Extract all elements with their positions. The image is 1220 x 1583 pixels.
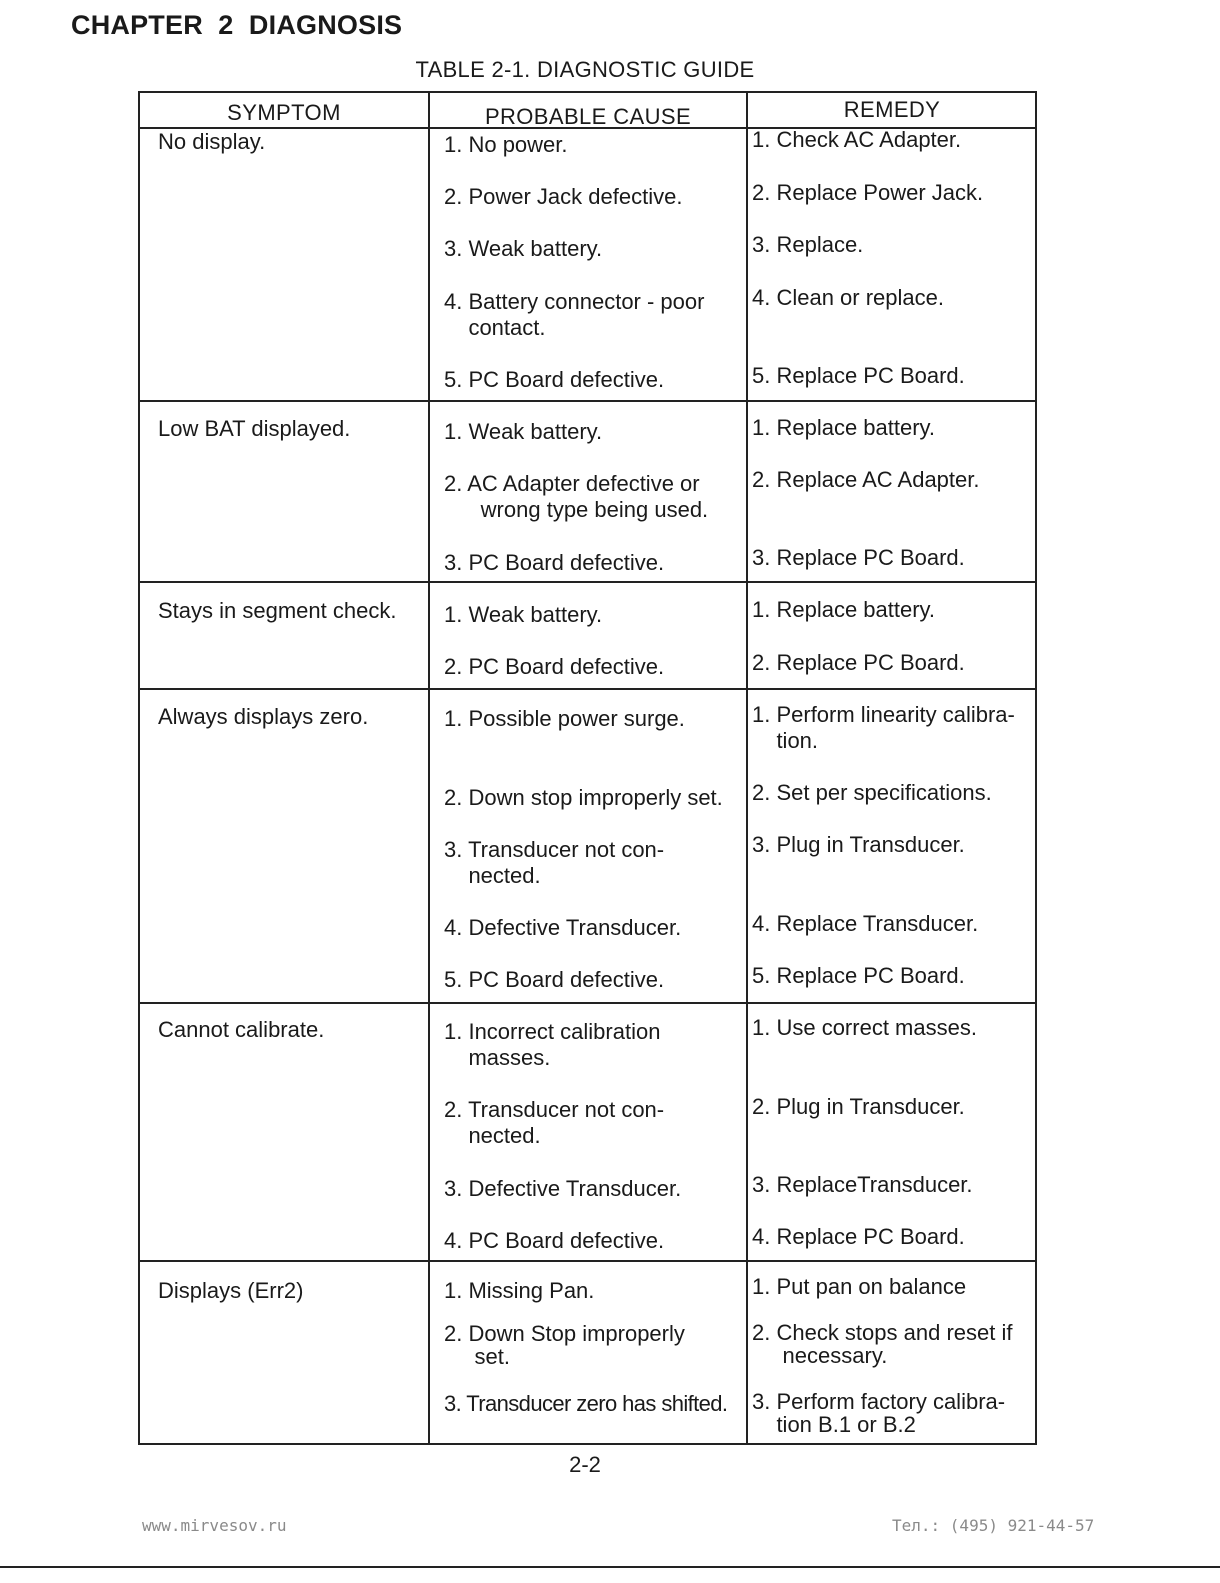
cause-item: 3. Weak battery. [444, 236, 603, 261]
remedy-item: 4. Replace PC Board. [752, 1224, 965, 1249]
remedy-item: 2. Check stops and reset if necessary. [752, 1320, 1013, 1368]
row-divider [138, 688, 1037, 690]
remedy-item: 3. Plug in Transducer. [752, 832, 965, 857]
phone-number: Тел.: (495) 921-44-57 [892, 1516, 1095, 1535]
cause-item: 3. Transducer not con- nected. [444, 837, 665, 888]
remedy-item: 1. Replace battery. [752, 597, 936, 622]
remedy-item: 3. Perform factory calibra- tion B.1 or B.2 [752, 1389, 1006, 1437]
cause-item: 5. PC Board defective. [444, 367, 665, 392]
cause-item: 4. Defective Transducer. [444, 915, 682, 940]
remedy-item: 5. Replace PC Board. [752, 963, 965, 988]
bottom-rule [0, 1566, 1220, 1568]
remedy-item: 1. Check AC Adapter. [752, 127, 962, 152]
remedy-item: 3. ReplaceTransducer. [752, 1172, 973, 1197]
cause-item: 5. PC Board defective. [444, 967, 665, 992]
remedy-item: 4. Clean or replace. [752, 285, 944, 310]
remedy-item: 2. Set per specifications. [752, 780, 992, 805]
header-probable-cause: PROBABLE CAUSE [484, 104, 692, 129]
column-divider-cause-remedy [746, 91, 748, 1445]
cause-item: 3. Transducer zero has shifted. [444, 1391, 728, 1416]
remedy-item: 2. Replace AC Adapter. [752, 467, 980, 492]
header-symptom: SYMPTOM [227, 100, 341, 125]
remedy-item: 3. Replace. [752, 232, 864, 257]
chapter-title: CHAPTER 2 DIAGNOSIS [71, 10, 403, 40]
row-divider [138, 581, 1037, 583]
cause-item: 1. Missing Pan. [444, 1278, 595, 1303]
symptom-cell: Low BAT displayed. [158, 416, 351, 441]
table-title: TABLE 2-1. DIAGNOSTIC GUIDE [415, 57, 755, 82]
symptom-cell: Always displays zero. [158, 704, 369, 729]
cause-item: 2. Transducer not con- nected. [444, 1097, 665, 1148]
remedy-item: 5. Replace PC Board. [752, 363, 965, 388]
cause-item: 2. Power Jack defective. [444, 184, 683, 209]
row-divider [138, 1260, 1037, 1262]
column-divider-symptom-cause [428, 91, 430, 1445]
remedy-item: 1. Replace battery. [752, 415, 936, 440]
row-divider [138, 400, 1037, 402]
cause-item: 1. Incorrect calibration masses. [444, 1019, 661, 1070]
cause-item: 3. Defective Transducer. [444, 1176, 682, 1201]
cause-item: 1. Weak battery. [444, 419, 603, 444]
cause-item: 3. PC Board defective. [444, 550, 665, 575]
header-remedy: REMEDY [843, 97, 941, 122]
row-divider [138, 1002, 1037, 1004]
remedy-item: 2. Replace Power Jack. [752, 180, 984, 205]
remedy-item: 1. Use correct masses. [752, 1015, 977, 1040]
symptom-cell: Cannot calibrate. [158, 1017, 325, 1042]
remedy-item: 1. Put pan on balance [752, 1274, 967, 1299]
cause-item: 1. Possible power surge. [444, 706, 685, 731]
symptom-cell: No display. [158, 129, 266, 154]
cause-item: 2. PC Board defective. [444, 654, 665, 679]
remedy-item: 2. Replace PC Board. [752, 650, 965, 675]
website-link[interactable]: www.mirvesov.ru [142, 1516, 287, 1535]
cause-item: 4. PC Board defective. [444, 1228, 665, 1253]
remedy-item: 3. Replace PC Board. [752, 545, 965, 570]
symptom-cell: Stays in segment check. [158, 598, 397, 623]
symptom-cell: Displays (Err2) [158, 1278, 304, 1303]
cause-item: 4. Battery connector - poor contact. [444, 289, 705, 340]
page-number: 2-2 [569, 1452, 601, 1477]
cause-item: 2. Down stop improperly set. [444, 785, 723, 810]
cause-item: 2. AC Adapter defective or wrong type being used. [444, 471, 709, 522]
remedy-item: 2. Plug in Transducer. [752, 1094, 965, 1119]
cause-item: 1. Weak battery. [444, 602, 603, 627]
cause-item: 1. No power. [444, 132, 568, 157]
remedy-item: 4. Replace Transducer. [752, 911, 979, 936]
cause-item: 2. Down Stop improperly set. [444, 1321, 685, 1369]
remedy-item: 1. Perform linearity calibra- tion. [752, 702, 1015, 753]
